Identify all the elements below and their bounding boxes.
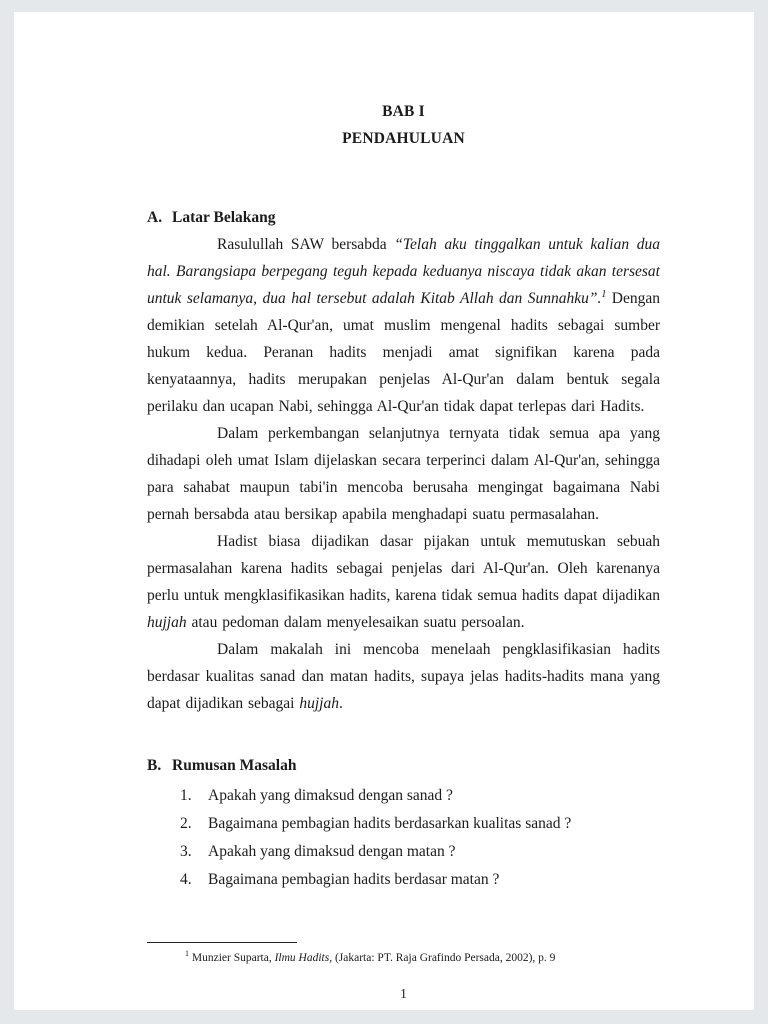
- paragraph-3-part2: atau pedoman dalam menyelesaikan suatu persoalan.: [186, 614, 525, 631]
- list-item-text: Apakah yang dimaksud dengan sanad ?: [208, 787, 453, 804]
- paragraph-1: [147, 231, 660, 420]
- paragraph-1-lead: Rasulullah SAW bersabda: [217, 236, 395, 253]
- list-item: [147, 866, 660, 894]
- list-item-number: 4.: [180, 871, 192, 888]
- chapter-title-line1: BAB I: [382, 103, 425, 120]
- list-item-number: 1.: [180, 787, 192, 804]
- paragraph-3-part1: Hadist biasa dijadikan dasar pijakan untuk memutuskan sebuah permasalahan karena hadits sebagai penjelas dari Al-Qur'an. Oleh karenanya perlu untuk mengklasifikasikan hadits, karena tidak semua hadits dapat dijadikan: [147, 533, 660, 604]
- list-item-text: Bagaimana pembagian hadits berdasar matan ?: [208, 871, 500, 888]
- footnote-reference-1: 1: [601, 288, 607, 300]
- paragraph-3: [147, 528, 660, 636]
- page-number: 1: [400, 986, 407, 1001]
- paragraph-4-italic-term: hujjah: [299, 695, 339, 712]
- section-b-heading: [147, 752, 660, 779]
- paragraph-4: [147, 636, 660, 717]
- footnote-text: [147, 950, 660, 966]
- paragraph-4-part2: .: [338, 695, 343, 712]
- list-item-number: 3.: [180, 843, 192, 860]
- footnote-publisher: (Jakarta: PT. Raja Grafindo Persada, 2002), p. 9: [332, 952, 556, 964]
- list-item-number: 2.: [180, 815, 192, 832]
- footnote-author: Munzier Suparta,: [189, 952, 275, 964]
- footnote-separator-rule: [147, 942, 297, 943]
- footnote-block: [147, 942, 660, 966]
- footnote-marker: 1: [185, 949, 189, 959]
- paragraph-1-rest: Dengan demikian setelah Al-Qur'an, umat muslim mengenal hadits sebagai sumber hukum kedua. Peranan hadits menjadi amat signifikan karena pada kenyataannya, hadits merupakan penjelas Al-Qur'an dalam bentuk segala perilaku dan ucapan Nabi, sehingga Al-Qur'an tidak dapat terlepas dari Hadits.: [147, 290, 660, 415]
- paragraph-4-part1: Dalam makalah ini mencoba menelaah pengklasifikasian hadits berdasar kualitas sanad dan matan hadits, supaya jelas hadits-hadits mana yang dapat dijadikan sebagai: [147, 641, 660, 712]
- paragraph-3-italic-term: hujjah: [147, 614, 187, 631]
- list-item-text: Apakah yang dimaksud dengan matan ?: [208, 843, 456, 860]
- paragraph-1-quote: “Telah aku tinggalkan untuk kalian dua hal. Barangsiapa berpegang teguh kepada keduanya niscaya tidak akan tersesat untuk selamanya, dua hal tersebut adalah Kitab Allah dan Sunnahku”.: [147, 236, 660, 307]
- list-item: [147, 838, 660, 866]
- section-a-heading: [147, 204, 660, 231]
- list-item: [147, 782, 660, 810]
- rumusan-masalah-list: [147, 782, 660, 894]
- chapter-title: [147, 98, 660, 152]
- section-b-label: B.: [147, 757, 162, 774]
- list-item: [147, 810, 660, 838]
- document-page: [14, 12, 754, 1010]
- section-a-label: A.: [147, 209, 163, 226]
- chapter-title-line2: PENDAHULUAN: [342, 130, 465, 147]
- footnote-book-title: Ilmu Hadits,: [274, 952, 333, 964]
- section-a-title: Latar Belakang: [172, 209, 276, 226]
- page-content: [147, 12, 660, 894]
- paragraph-2: Dalam perkembangan selanjutnya ternyata tidak semua apa yang dihadapi oleh umat Islam dijelaskan secara terperinci dalam Al-Qur'an, sehingga para sahabat maupun tabi'in mencoba berusaha mengingat bagaimana Nabi pernah bersabda atau bersikap apabila menghadapi suatu permasalahan.: [147, 425, 660, 523]
- list-item-text: Bagaimana pembagian hadits berdasarkan kualitas sanad ?: [208, 815, 572, 832]
- section-b-title: Rumusan Masalah: [172, 757, 297, 774]
